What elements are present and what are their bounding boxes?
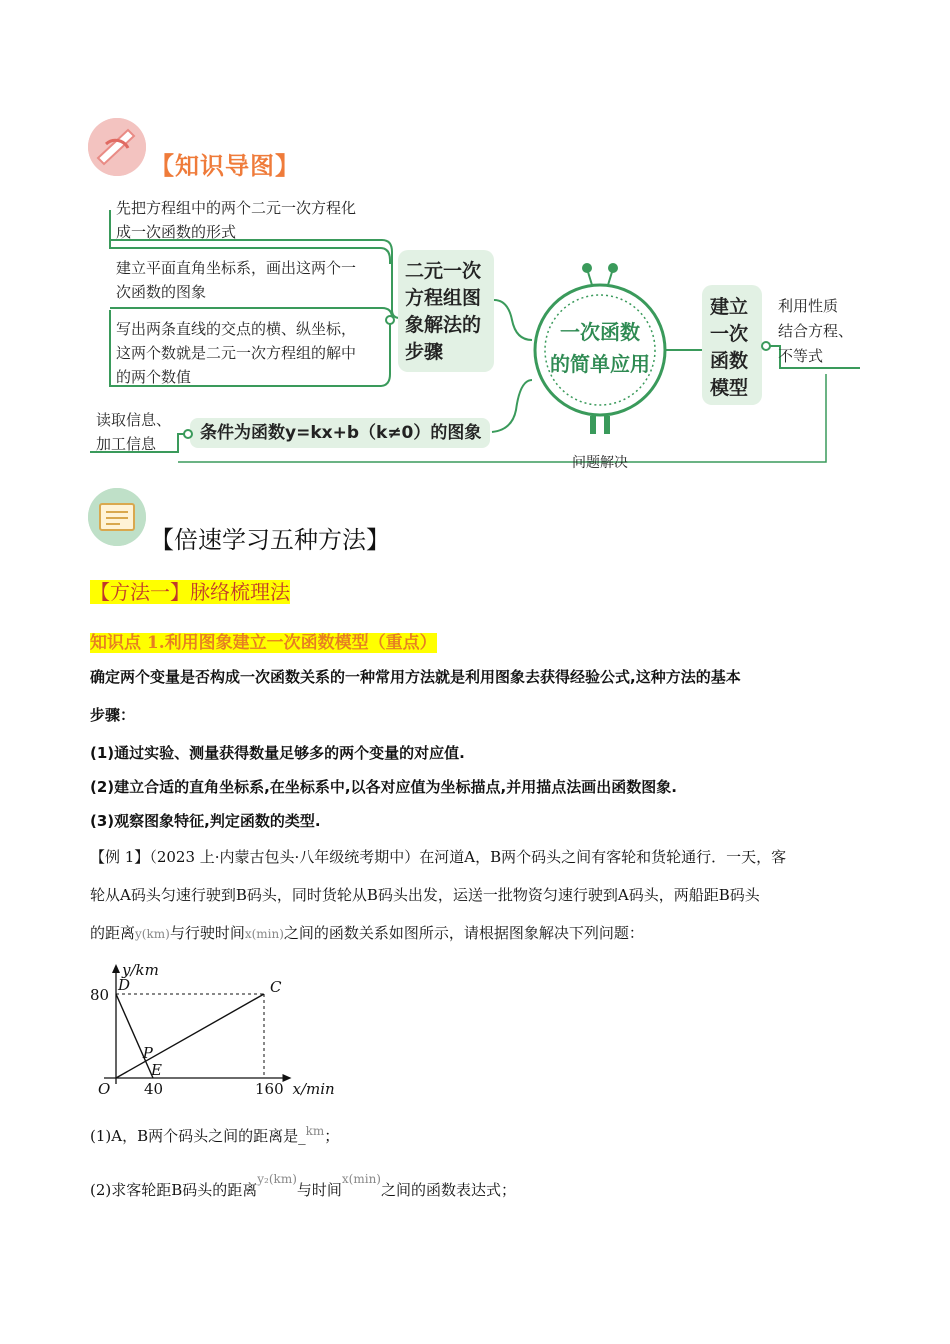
point-label-C: C (270, 978, 282, 996)
x-axis-label: x/min (292, 1080, 335, 1098)
mindmap-problem-solving: 问题解决 (572, 455, 628, 471)
question-1: (1)A，B两个码头之间的距离是_$^{km}$； (90, 1124, 340, 1145)
example-line-2: 轮从A码头匀速行驶到B码头，同时货轮从B码头出发，运送一批物资匀速行驶到A码头，两船距B码头 (90, 886, 760, 904)
var-x-min: x(min) (244, 927, 284, 941)
point-label-P: P (142, 1044, 153, 1063)
mindmap-right-line-1: 利用性质 (778, 297, 839, 315)
mindmap-condition: 条件为函数y=kx+b（k≠0）的图象 (200, 423, 482, 443)
x-axis-arrow (283, 1074, 292, 1082)
point-label-D: D (118, 976, 131, 994)
mindmap-mid-line-3: 象解法的 (405, 314, 482, 336)
section-title: 【倍速学习五种方法】 (150, 526, 390, 554)
mindmap-mid-line-1: 二元一次 (405, 260, 482, 282)
mindmap-right-box-3: 函数 (710, 350, 749, 372)
origin-label: O (98, 1080, 111, 1098)
mindmap-right-line-2: 结合方程、 (778, 322, 854, 340)
segment-DE (116, 994, 153, 1078)
mindmap-left-line-2: 成一次函数的形式 (116, 223, 237, 241)
mindmap-mid-line-2: 方程组图 (405, 287, 482, 309)
var-y-km: y(km) (135, 927, 170, 941)
method-one-heading: 【方法一】脉络梳理法 (90, 580, 290, 604)
mindmap-left-line-7: 的两个数值 (116, 368, 192, 386)
mindmap-left-line-4: 次函数的图象 (116, 283, 207, 301)
mindmap-left-line-1: 先把方程组中的两个二元一次方程化 (116, 199, 357, 217)
example-line-1: 【例 1】（2023 上·内蒙古包头·八年级统考期中）在河道A，B两个码头之间有客轮和货轮通行．一天，客 (90, 848, 787, 866)
mindmap-left-line-3: 建立平面直角坐标系，画出这两个一 (116, 259, 357, 277)
y-axis-label: y/km (122, 961, 159, 979)
y-tick-label-80: 80 (90, 986, 110, 1004)
pencil-ruler-icon (88, 118, 146, 176)
mindmap-center-line-1: 一次函数 (560, 320, 640, 344)
step-2: (2)建立合适的直角坐标系,在坐标系中,以各对应值为坐标描点,并用描点法画出函数图象. (90, 778, 677, 796)
knowledge-point-heading: 知识点 1.利用图象建立一次函数模型（重点） (90, 633, 437, 653)
mindmap-right-box-2: 一次 (710, 323, 749, 345)
mindmap-mid-line-4: 步骤 (405, 341, 444, 363)
step-1: (1)通过实验、测量获得数量足够多的两个变量的对应值. (90, 744, 465, 762)
notebook-icon (88, 488, 146, 546)
mindmap-right-box-1: 建立 (710, 296, 749, 318)
mindmap-right-line-3: 不等式 (778, 347, 824, 365)
mindmap-bottom-left-2: 加工信息 (96, 435, 157, 453)
intro-line-2: 步骤： (90, 706, 136, 724)
x-tick-label-40: 40 (144, 1080, 164, 1098)
mindmap-center-line-2: 的简单应用 (550, 352, 650, 376)
intro-line-1: 确定两个变量是否构成一次函数关系的一种常用方法就是利用图象去获得经验公式,这种方法的基本 (90, 668, 741, 686)
mindmap-title: 【知识导图】 (150, 152, 300, 180)
question-2: (2)求客轮距B码头的距离$^{y_2(km)}$与时间$^{x(min)}$之间的函数表达式； (90, 1172, 516, 1199)
mindmap-left-line-6: 这两个数就是二元一次方程组的解中 (116, 344, 357, 362)
step-3: (3)观察图象特征,判定函数的类型. (90, 812, 321, 830)
mindmap-left-line-5: 写出两条直线的交点的横、纵坐标， (116, 320, 357, 338)
example-line-3: 的距离y(km)与行驶时间x(min)之间的函数关系如图所示，请根据图象解决下列问题： (90, 924, 644, 942)
distance-time-chart (80, 950, 350, 1100)
x-tick-label-160: 160 (255, 1080, 284, 1098)
mindmap-right-box-4: 模型 (710, 377, 749, 399)
point-label-E: E (151, 1061, 162, 1079)
mindmap-bottom-left-1: 读取信息、 (96, 411, 172, 429)
segment-OC (116, 994, 264, 1078)
example-label: 【例 1】 (90, 848, 150, 866)
y-axis-arrow (112, 964, 120, 973)
